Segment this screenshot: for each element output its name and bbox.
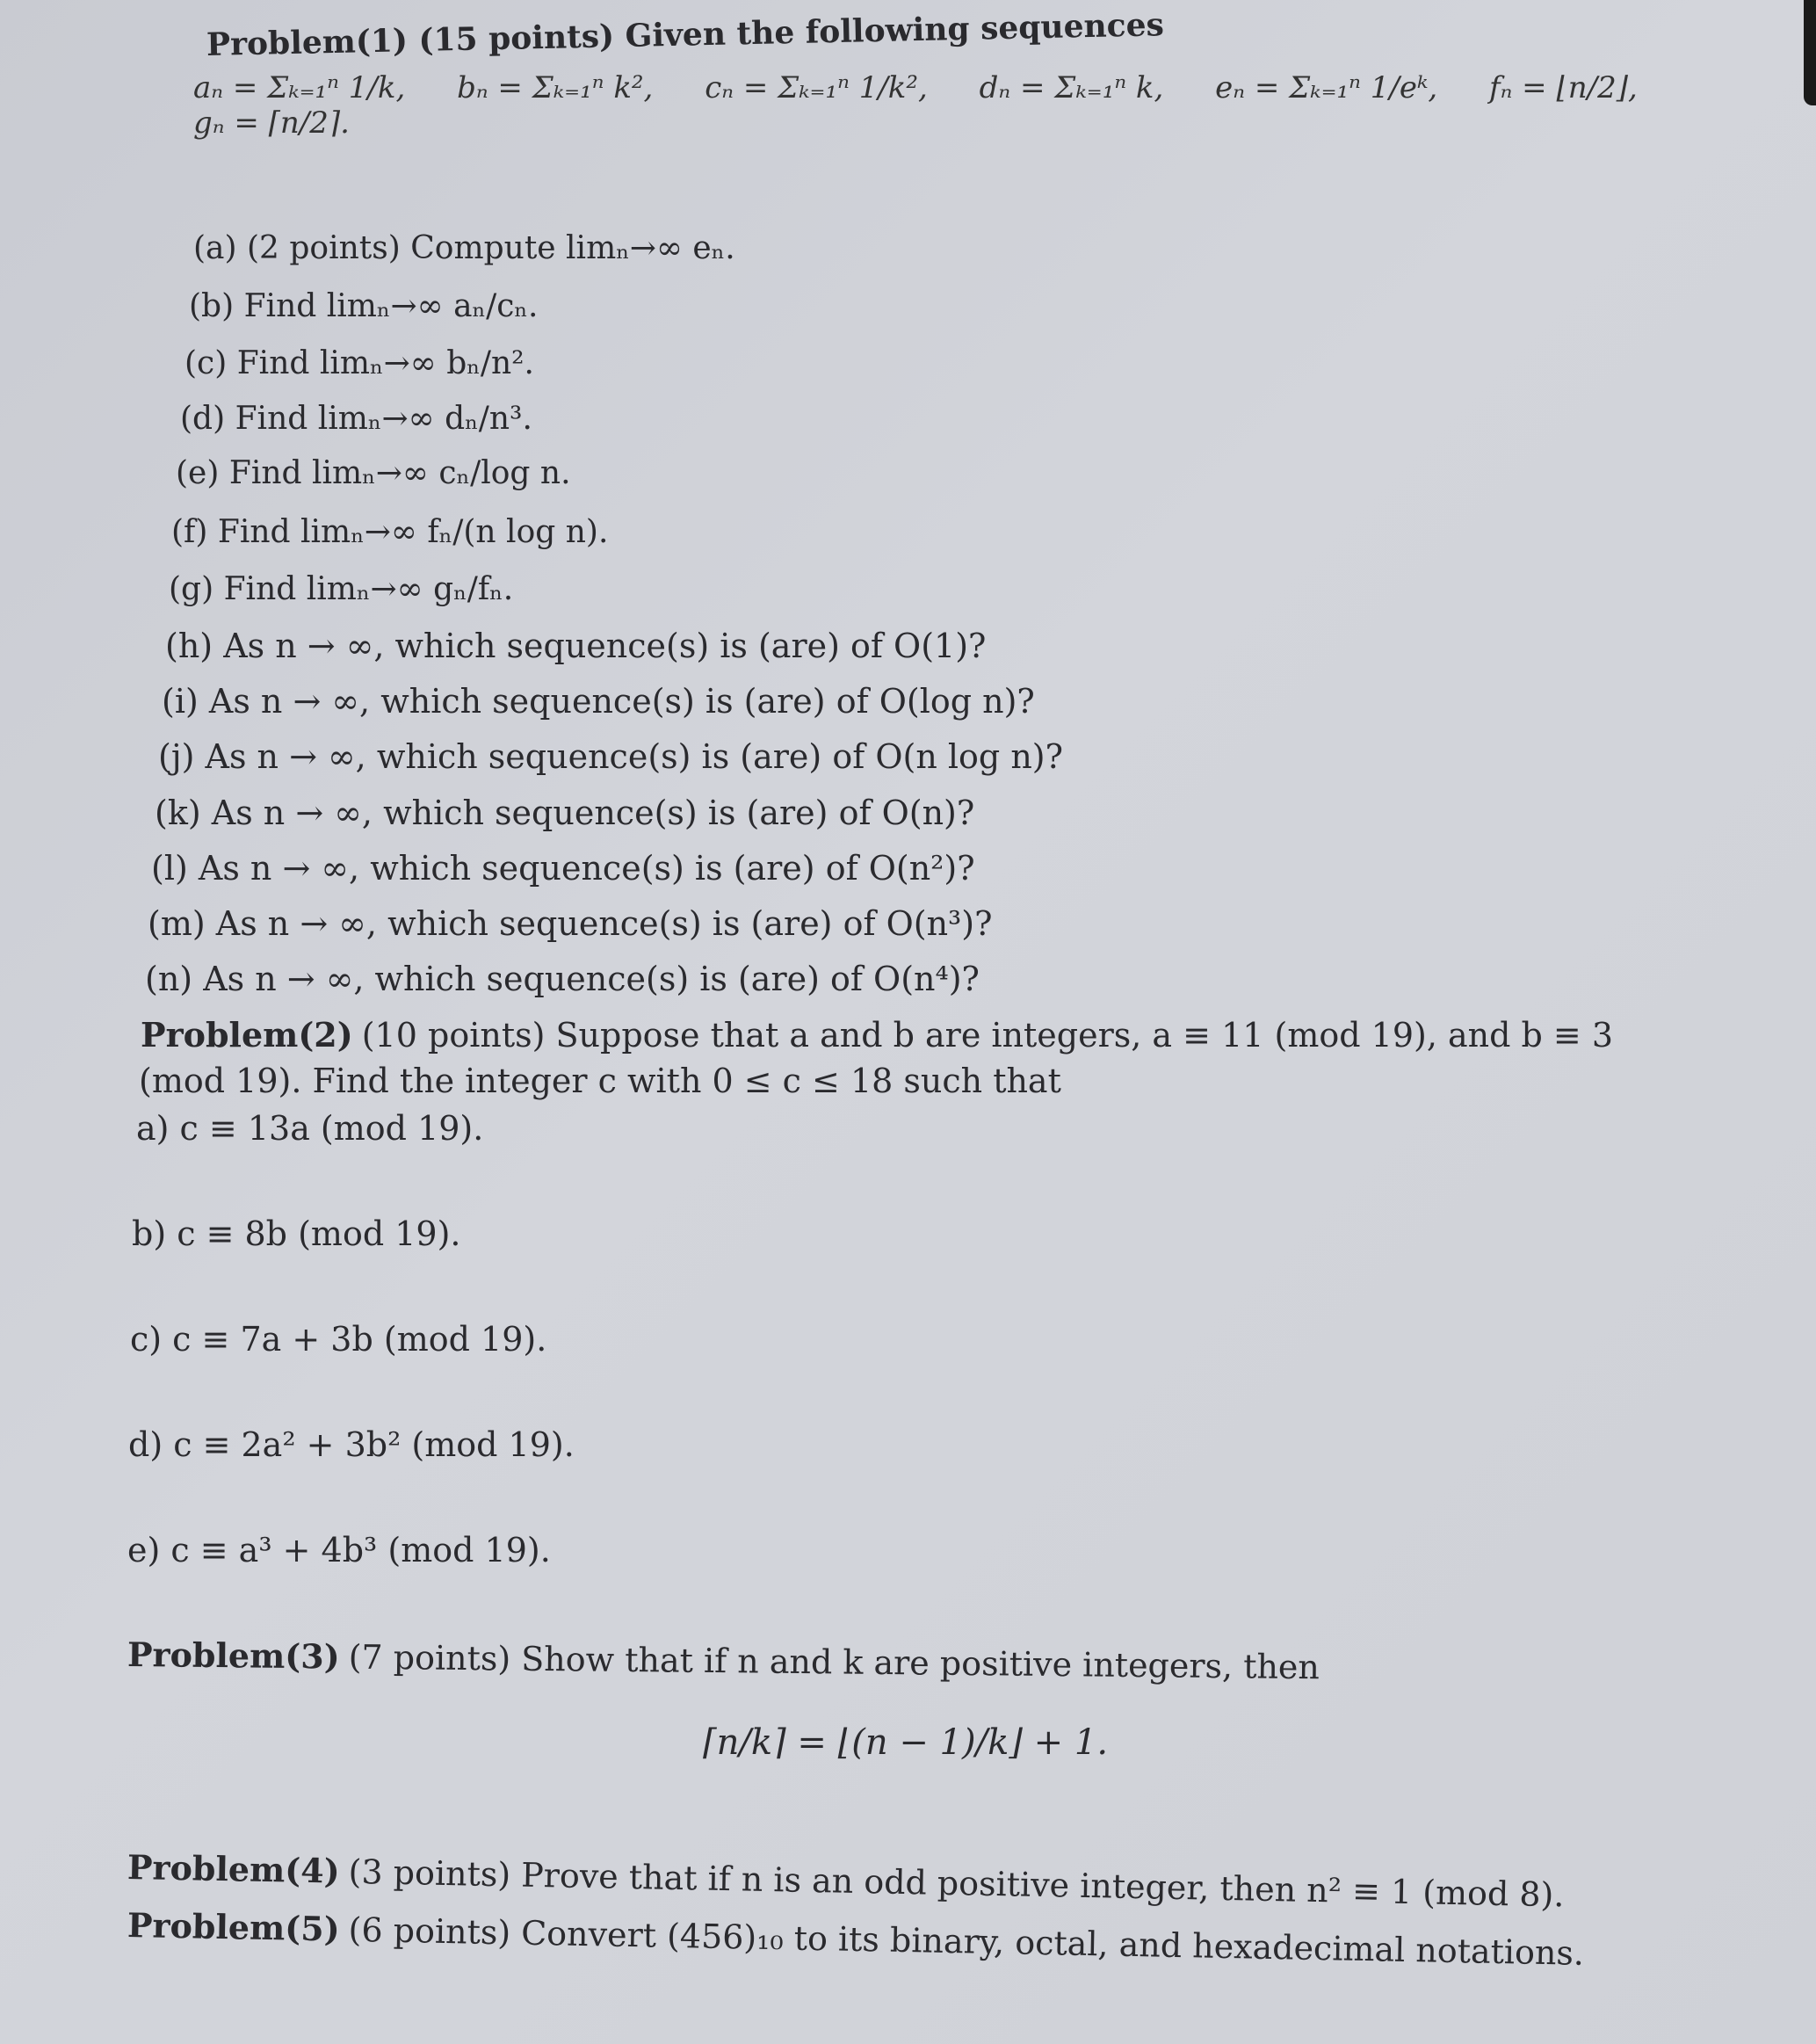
problem-1-part-m: (m) As n → ∞, which sequence(s) is (are) of O(n³)? <box>148 904 993 943</box>
problem-3-header-text: (7 points) Show that if n and k are positive integers, then <box>348 1637 1320 1687</box>
problem-1-part-g: (g) Find limₙ→∞ gₙ/fₙ. <box>169 571 514 607</box>
problem-5-header <box>127 1905 1585 1973</box>
sequence-d: dₙ = Σₖ₌₁ⁿ k, <box>979 70 1164 105</box>
problem-2-part-b: b) c ≡ 8b (mod 19). <box>132 1214 461 1253</box>
problem-1-part-n: (n) As n → ∞, which sequence(s) is (are) of O(n⁴)? <box>145 960 980 998</box>
sequence-a: aₙ = Σₖ₌₁ⁿ 1/k, <box>193 70 406 105</box>
sequence-c: cₙ = Σₖ₌₁ⁿ 1/k², <box>705 70 928 105</box>
sequence-definitions <box>193 70 1816 141</box>
problem-3-title: Problem(3) <box>127 1634 340 1677</box>
problem-1-part-f: (f) Find limₙ→∞ fₙ/(n log n). <box>171 514 609 550</box>
problem-2-part-c: c) c ≡ 7a + 3b (mod 19). <box>130 1320 547 1359</box>
problem-1-part-a: (a) (2 points) Compute limₙ→∞ eₙ. <box>193 230 735 266</box>
problem-1-part-d: (d) Find limₙ→∞ dₙ/n³. <box>180 401 532 437</box>
problem-4-header <box>127 1847 1565 1914</box>
problem-1-part-b: (b) Find limₙ→∞ aₙ/cₙ. <box>189 288 539 324</box>
sequence-f: fₙ = ⌊n/2⌋, <box>1488 70 1638 105</box>
problem-4-header-text: (3 points) Prove that if n is an odd positive integer, then n² ≡ 1 (mod 8). <box>348 1852 1565 1915</box>
problem-5-header-text: (6 points) Convert (456)₁₀ to its binary, octal, and hexadecimal notations. <box>348 1910 1585 1973</box>
problem-1-part-c: (c) Find limₙ→∞ bₙ/n². <box>184 345 535 381</box>
problem-2-header-text: (10 points) Suppose that a and b are integers, a ≡ 11 (mod 19), and b ≡ 3 <box>361 1016 1614 1055</box>
problem-2-header <box>141 1015 1613 1055</box>
problem-2-title: Problem(2) <box>141 1015 353 1055</box>
problem-2-part-d: d) c ≡ 2a² + 3b² (mod 19). <box>128 1425 575 1464</box>
problem-3-header <box>127 1634 1320 1686</box>
problem-2-header-line2: (mod 19). Find the integer c with 0 ≤ c ≤ 18 such that <box>139 1062 1061 1100</box>
problem-1-part-h: (h) As n → ∞, which sequence(s) is (are) of O(1)? <box>165 627 987 665</box>
sequence-b: bₙ = Σₖ₌₁ⁿ k², <box>457 70 654 105</box>
problem-2-part-e: e) c ≡ a³ + 4b³ (mod 19). <box>127 1531 551 1569</box>
problem-1-part-l: (l) As n → ∞, which sequence(s) is (are) of O(n²)? <box>151 849 975 888</box>
problem-5-title: Problem(5) <box>127 1905 341 1949</box>
problem-1-part-i: (i) As n → ∞, which sequence(s) is (are) of O(log n)? <box>162 682 1035 721</box>
problem-1-part-k: (k) As n → ∞, which sequence(s) is (are) of O(n)? <box>155 794 975 832</box>
sequence-g: gₙ = ⌈n/2⌉. <box>193 105 350 141</box>
problem-4-title: Problem(4) <box>127 1847 341 1891</box>
problem-1-part-j: (j) As n → ∞, which sequence(s) is (are) of O(n log n)? <box>158 737 1063 776</box>
problem-1-part-e: (e) Find limₙ→∞ cₙ/log n. <box>176 455 571 491</box>
sequence-e: eₙ = Σₖ₌₁ⁿ 1/eᵏ, <box>1215 70 1438 105</box>
problem-1-header: Problem(1) (15 points) Given the following sequences <box>206 6 1165 63</box>
problem-3-equation: ⌈n/k⌉ = ⌊(n − 1)/k⌋ + 1. <box>703 1722 1109 1763</box>
problem-2-part-a: a) c ≡ 13a (mod 19). <box>136 1109 484 1148</box>
